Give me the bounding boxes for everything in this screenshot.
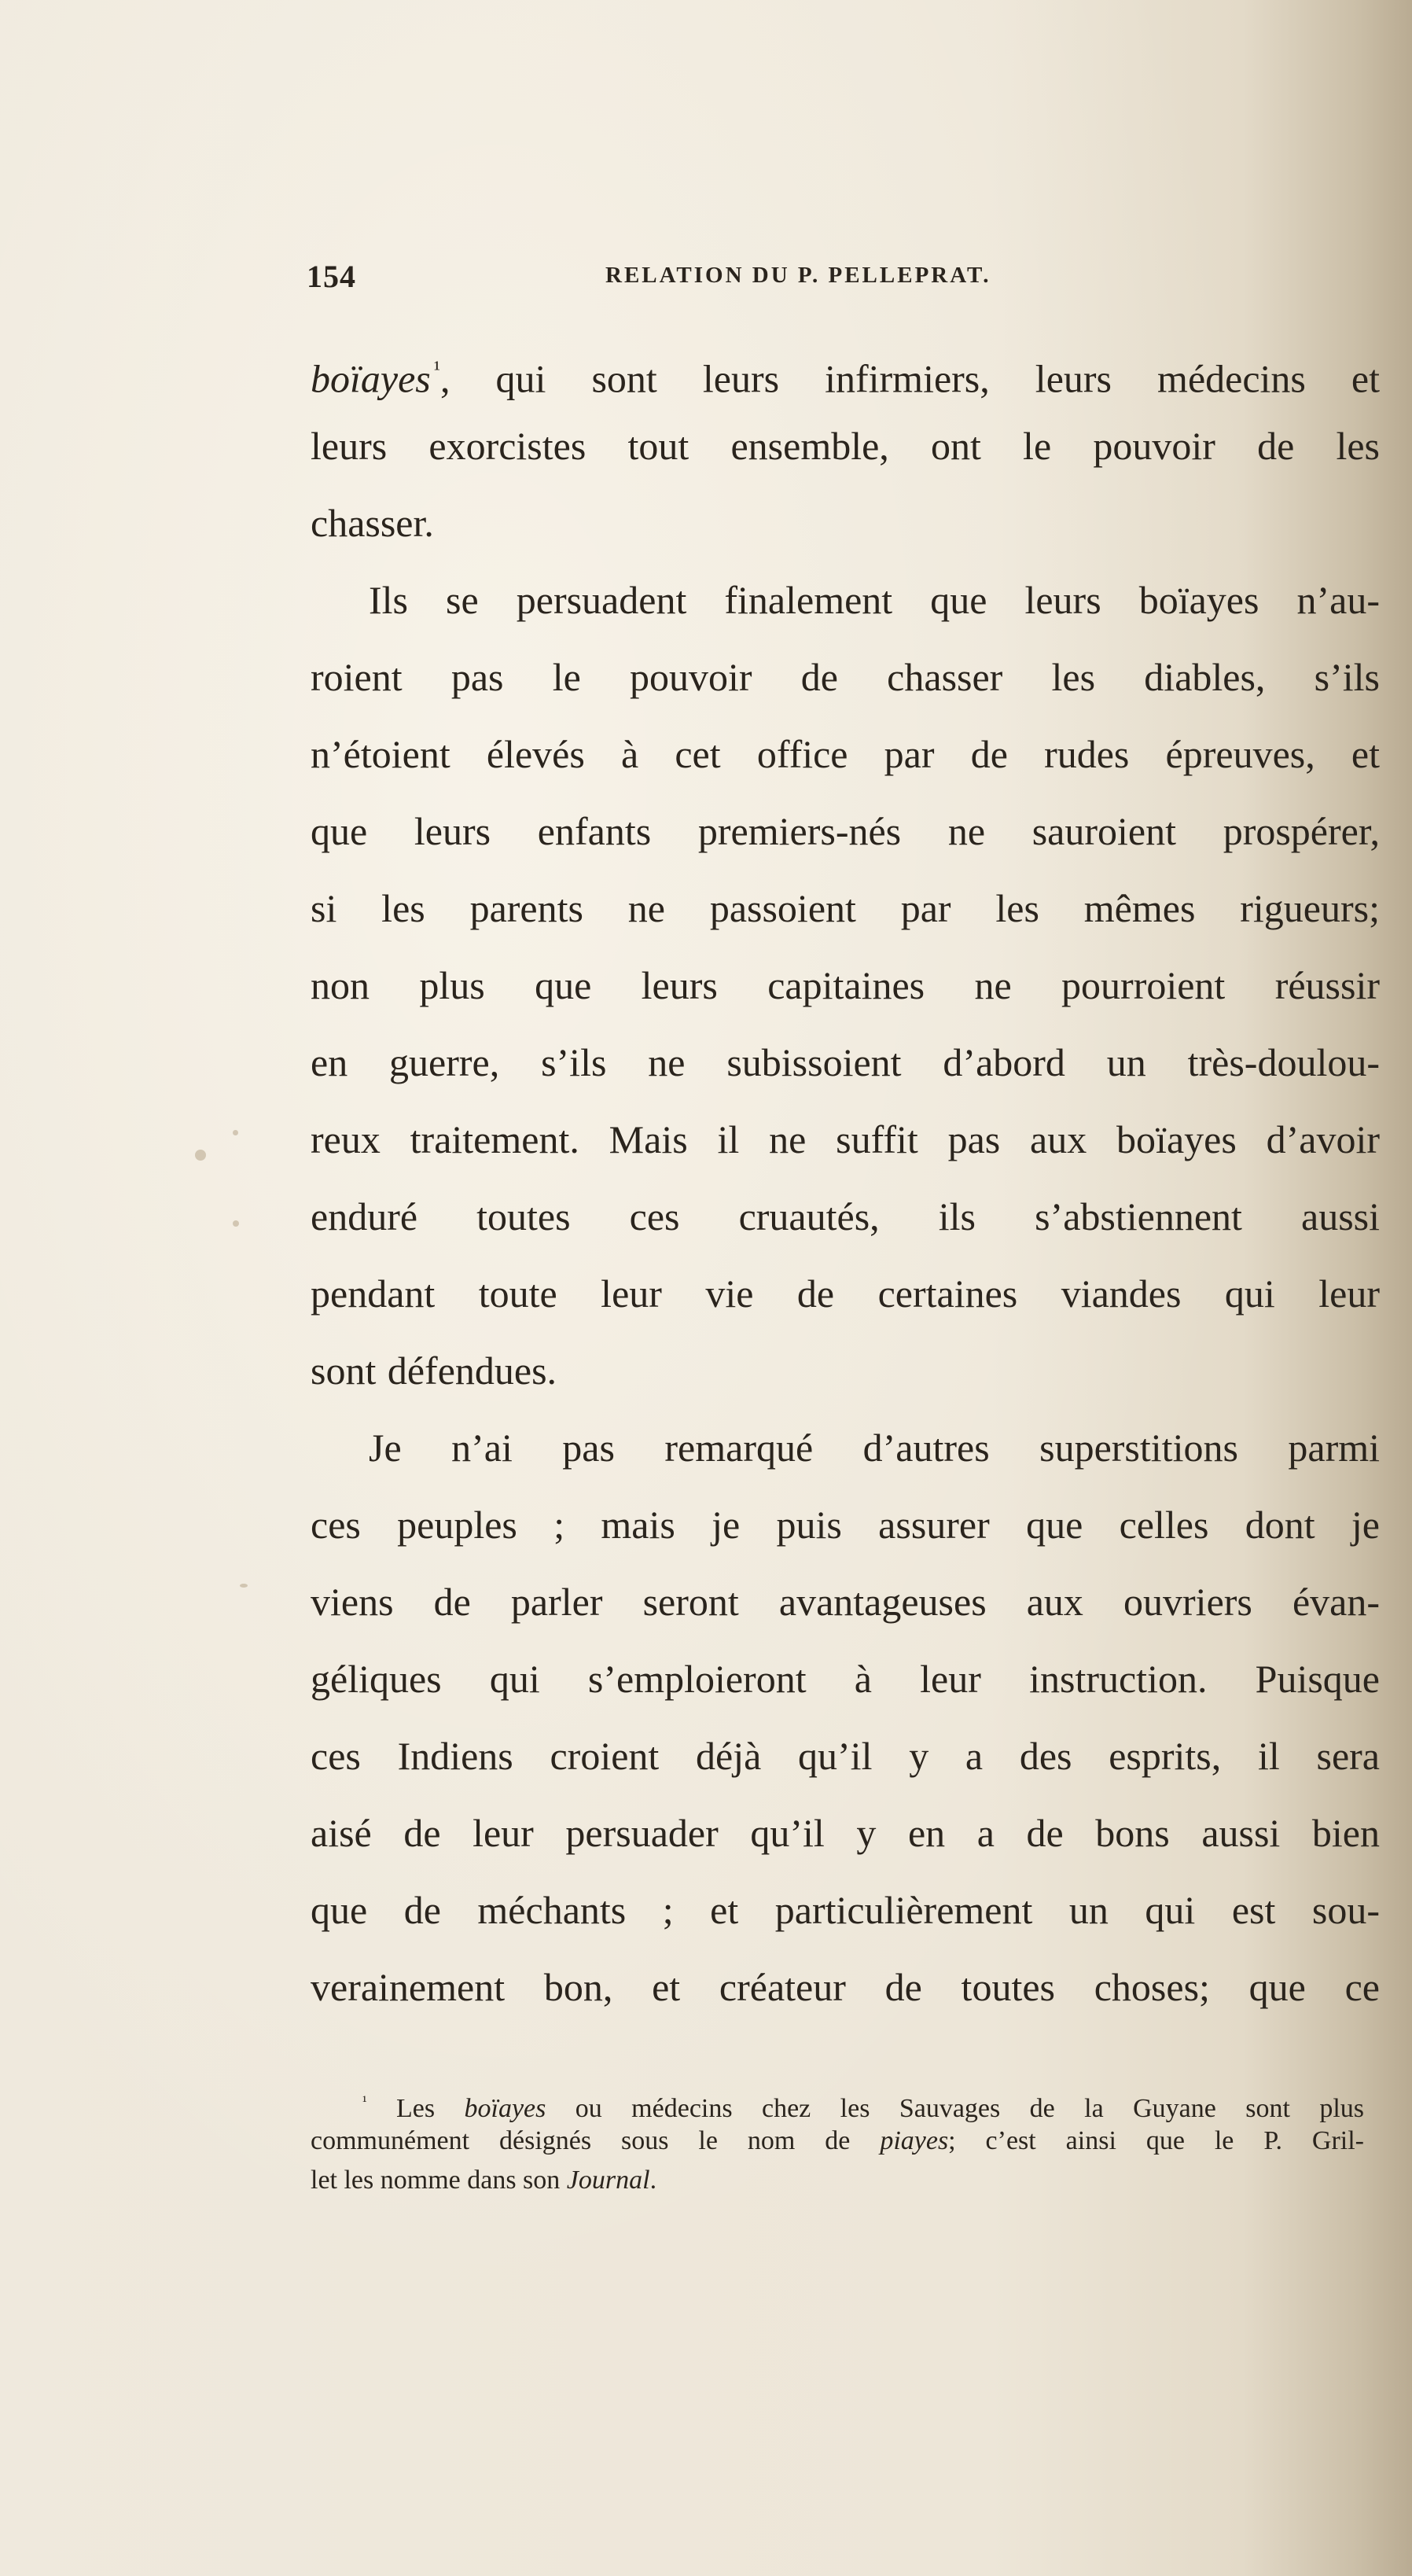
text-line xyxy=(311,330,1380,407)
page-header xyxy=(307,258,1392,302)
text-line: verainement bon, et créateur de toutes choses; que ce xyxy=(311,1965,1380,2009)
foxing-spot xyxy=(195,1150,206,1161)
text-line: ces peuples ; mais je puis assurer que celles dont je xyxy=(311,1503,1380,1547)
paragraph-start: Je n’ai pas remarqué d’autres superstitions parmi xyxy=(369,1426,1380,1470)
foxing-spot xyxy=(240,1584,248,1588)
text-line: non plus que leurs capitaines ne pourroient réussir xyxy=(311,963,1380,1007)
text-line: enduré toutes ces cruautés, ils s’abstiennent aussi xyxy=(311,1194,1380,1238)
text-line: géliques qui s’emploieront à leur instruction. Puisque xyxy=(311,1657,1380,1701)
italic-word: piayes xyxy=(880,2126,949,2155)
text-line: roient pas le pouvoir de chasser les diables, s’ils xyxy=(311,655,1380,699)
paragraph-start: Ils se persuadent finalement que leurs boïayes n’au- xyxy=(369,578,1380,622)
body-text xyxy=(311,330,1380,2026)
text-line: viens de parler seront avantageuses aux ouvriers évan- xyxy=(311,1580,1380,1624)
text-line: si les parents ne passoient par les mêmes rigueurs; xyxy=(311,886,1380,930)
text-fragment: Les xyxy=(396,2094,465,2124)
footnote-marker: ¹ xyxy=(362,2093,367,2110)
footnote xyxy=(311,2082,1364,2200)
footnote-reference: ¹ xyxy=(433,356,440,381)
text-line: sont défendues. xyxy=(311,1349,557,1393)
text-line: n’étoient élevés à cet office par de rudes épreuves, et xyxy=(311,732,1380,776)
text-line: pendant toute leur vie de certaines viandes qui leur xyxy=(311,1271,1380,1316)
foxing-spot xyxy=(233,1220,239,1227)
text-line: que leurs enfants premiers-nés ne sauroient prospérer, xyxy=(311,809,1380,853)
text-line: en guerre, s’ils ne subissoient d’abord un très-doulou- xyxy=(311,1040,1380,1084)
text-fragment: . xyxy=(649,2166,657,2195)
page-number: 154 xyxy=(307,259,356,294)
italic-word: Journal xyxy=(566,2166,650,2195)
footnote-line xyxy=(311,2161,1364,2200)
text-line: que de méchants ; et particulièrement un qui est sou- xyxy=(311,1888,1380,1932)
italic-word: boïayes xyxy=(311,356,431,401)
italic-word: boïayes xyxy=(464,2094,546,2124)
text-fragment: ou médecins chez les Sauvages de la Guyane sont plus xyxy=(546,2094,1364,2124)
text-line: aisé de leur persuader qu’il y en a de bons aussi bien xyxy=(311,1811,1380,1855)
text-line: reux traitement. Mais il ne suffit pas aux boïayes d’avoir xyxy=(311,1117,1380,1161)
footnote-line xyxy=(311,2122,1364,2161)
text-fragment: communément désignés sous le nom de xyxy=(311,2126,881,2155)
text-line: ces Indiens croient déjà qu’il y a des esprits, il sera xyxy=(311,1734,1380,1778)
footnote-line xyxy=(311,2082,1364,2122)
text-fragment: , qui sont leurs infirmiers, leurs médecins et xyxy=(439,356,1380,401)
foxing-spot xyxy=(233,1130,238,1135)
text-line: chasser. xyxy=(311,501,434,545)
text-fragment: let les nomme dans son xyxy=(311,2166,567,2195)
running-title: RELATION DU P. PELLEPRAT. xyxy=(605,263,991,288)
text-fragment: ; c’est ainsi que le P. Gril- xyxy=(948,2126,1364,2155)
text-line: leurs exorcistes tout ensemble, ont le pouvoir de les xyxy=(311,424,1380,468)
